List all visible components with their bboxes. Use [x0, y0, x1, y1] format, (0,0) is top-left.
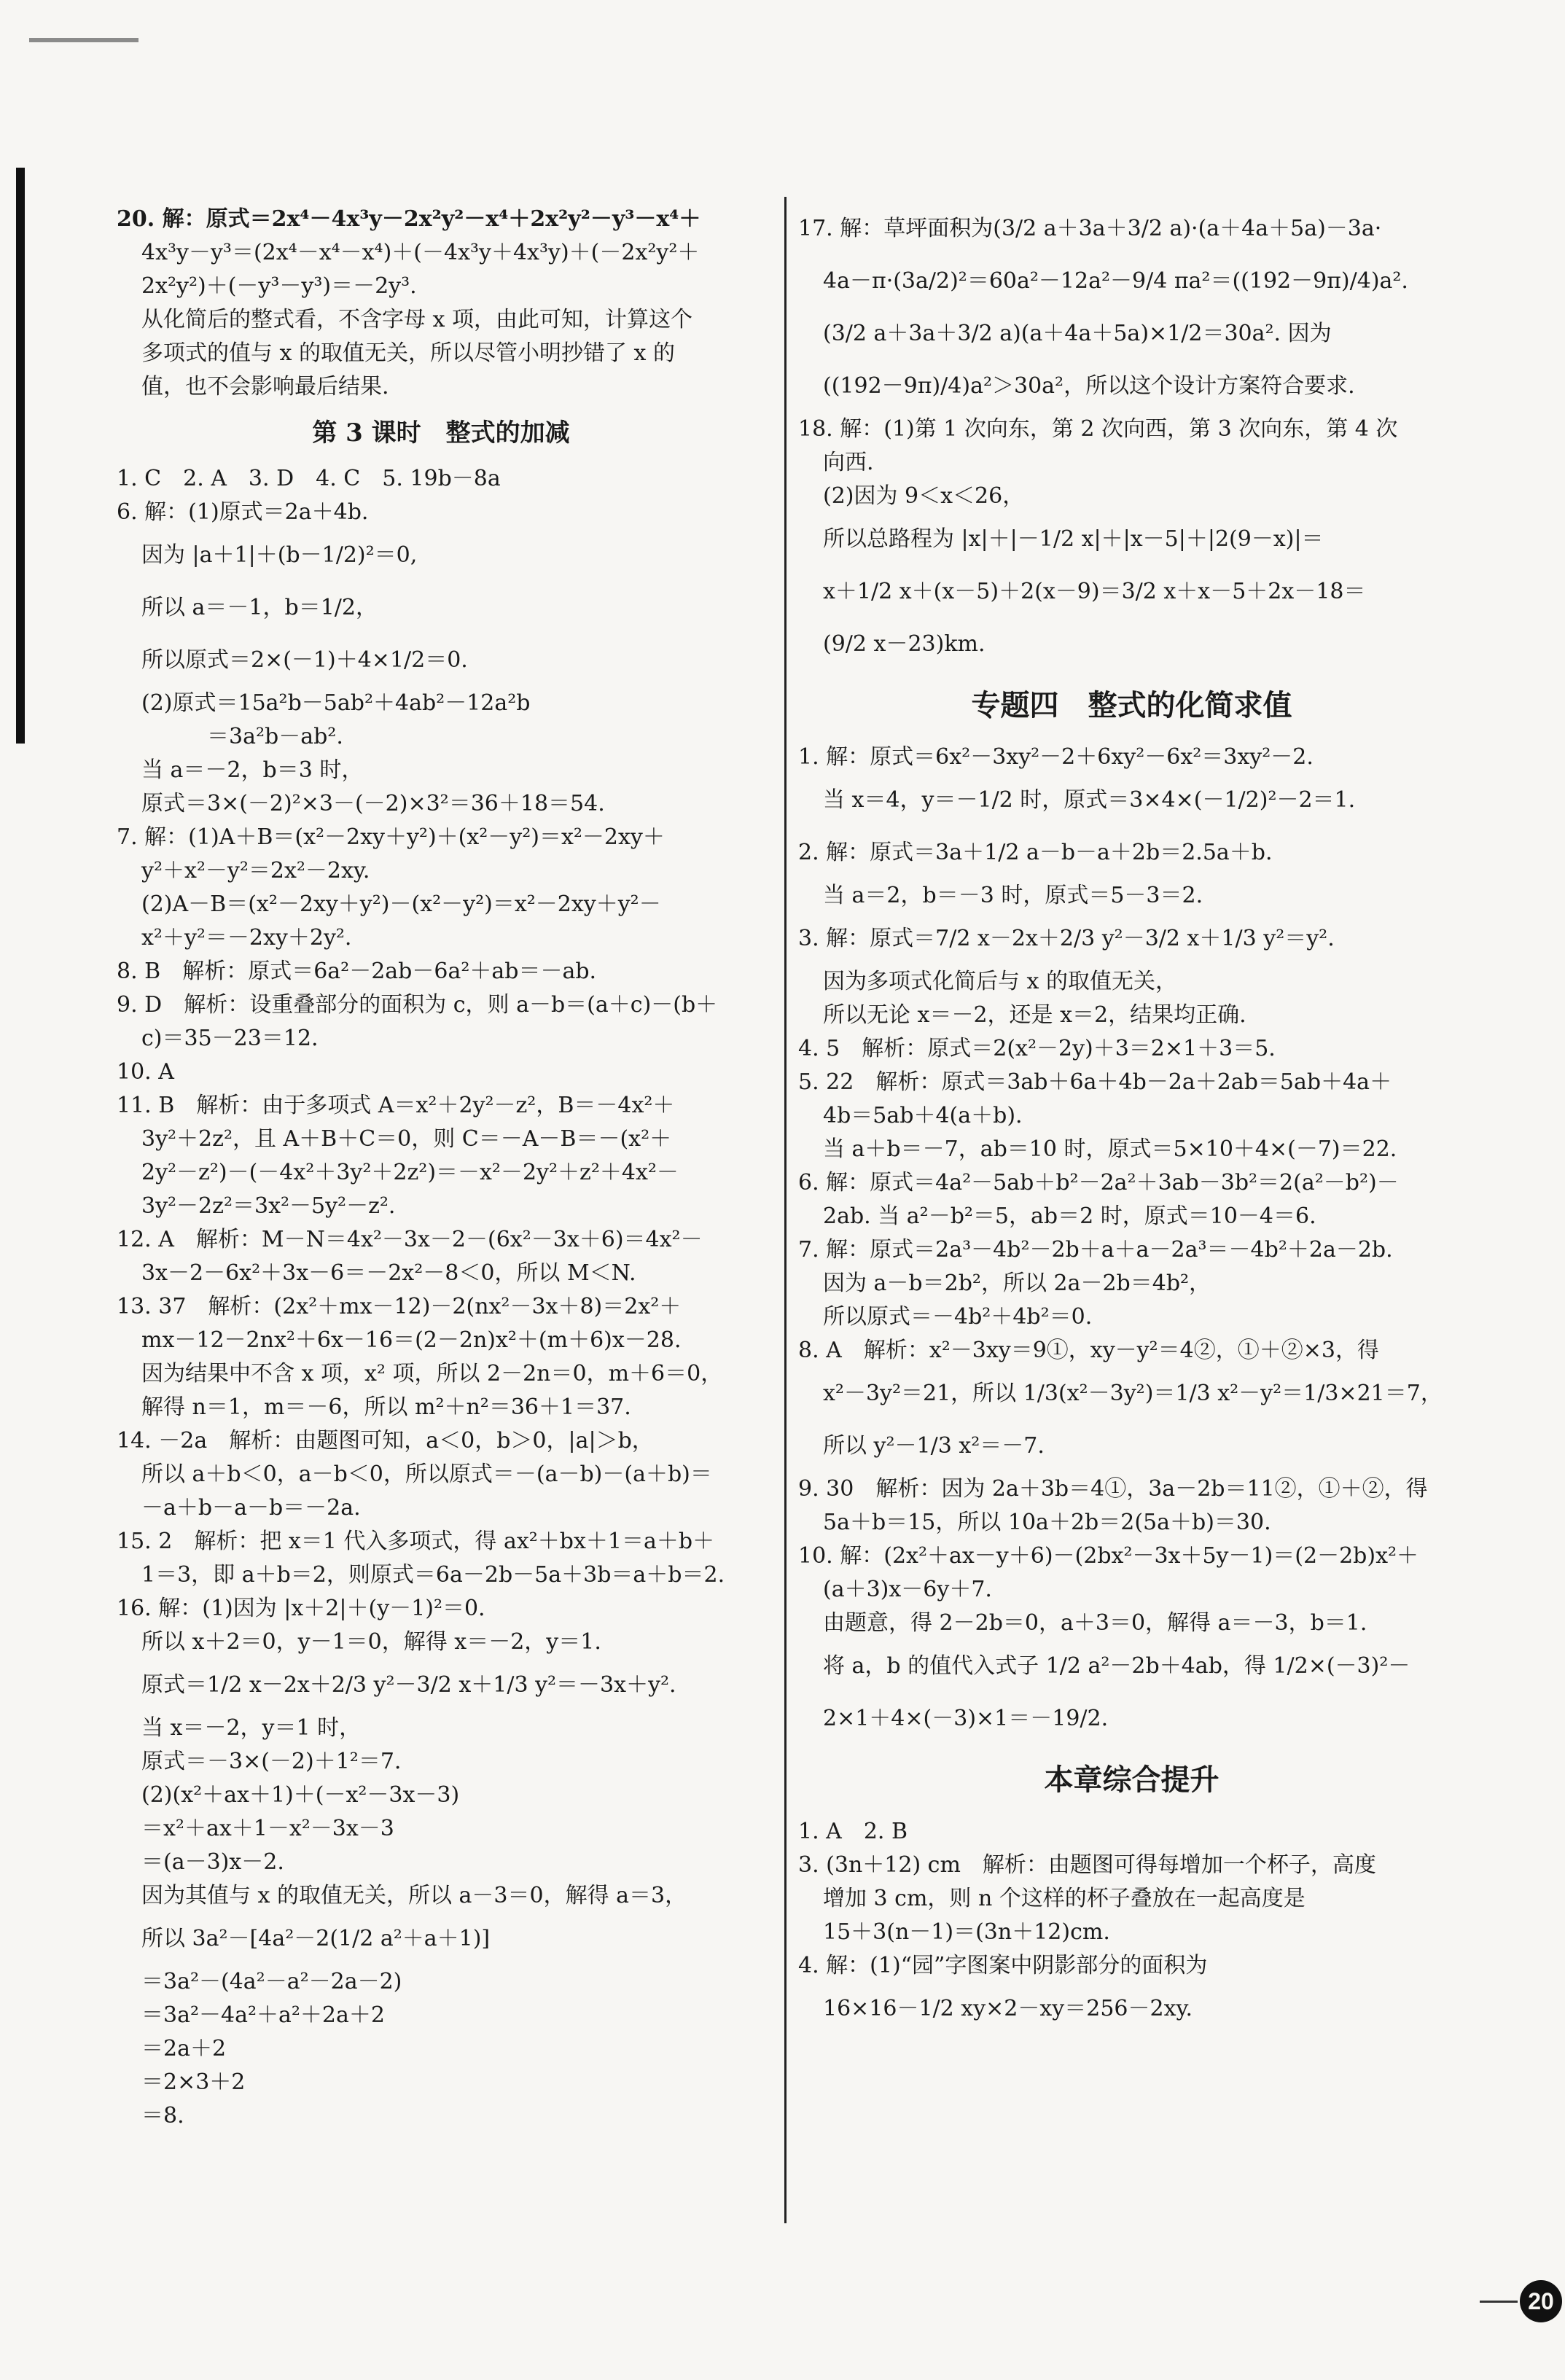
left-column-line: 1. C 2. A 3. D 4. C 5. 19b－8a [117, 466, 501, 491]
right-column-line: 因为多项式化简后与 x 的取值无关， [823, 969, 1177, 994]
right-column-line: 因为 a－b＝2b²，所以 2a－2b＝4b²， [823, 1271, 1211, 1296]
left-column-line: ＝3a²b－ab². [141, 724, 343, 749]
right-column-line: 2. 解：原式＝3a＋1/2 a－b－a＋2b＝2.5a＋b. [798, 840, 1273, 865]
right-column-line: 所以无论 x＝－2，还是 x＝2，结果均正确. [823, 1002, 1246, 1028]
left-column-line: 20. 解：原式＝2x⁴－4x³y－2x²y²－x⁴＋2x²y²－y³－x⁴＋ [117, 206, 701, 232]
left-column-line: 6. 解：(1)原式＝2a＋4b. [117, 499, 369, 525]
left-column-line: (2)(x²＋ax＋1)＋(－x²－3x－3) [141, 1782, 460, 1808]
left-column-line: 解得 n＝1，m＝－6，所以 m²＋n²＝36＋1＝37. [141, 1394, 631, 1420]
right-column-line: 4a－π·(3a/2)²＝60a²－12a²－9/4 πa²＝((192－9π)/4)a². [823, 268, 1408, 294]
left-column-line: 2y²－z²)－(－4x²＋3y²＋2z²)＝－x²－2y²＋z²＋4x²－ [141, 1160, 679, 1185]
left-column-line: 因为其值与 x 的取值无关，所以 a－3＝0，解得 a＝3， [141, 1883, 687, 1908]
right-column-line: 4. 5 解析：原式＝2(x²－2y)＋3＝2×1＋3＝5. [798, 1036, 1276, 1061]
left-column-line: 3y²－2z²＝3x²－5y²－z². [141, 1193, 396, 1219]
left-column-line: 所以 3a²－[4a²－2(1/2 a²＋a＋1)] [141, 1926, 491, 1951]
left-column-line: mx－12－2nx²＋6x－16＝(2－2n)x²＋(m＋6)x－28. [141, 1327, 682, 1353]
left-column-line: 4x³y－y³＝(2x⁴－x⁴－x⁴)＋(－4x³y＋4x³y)＋(－2x²y²＋ [141, 240, 700, 265]
left-column [117, 203, 765, 2133]
column-divider [784, 197, 787, 2223]
left-column-line: ＝x²＋ax＋1－x²－3x－3 [141, 1816, 394, 1841]
right-column-line: 所以 y²－1/3 x²＝－7. [823, 1433, 1045, 1459]
left-column-line: 所以 a＋b＜0，a－b＜0，所以原式＝－(a－b)－(a＋b)＝ [141, 1462, 712, 1487]
left-column-line: ＝(a－3)x－2. [141, 1849, 284, 1875]
page-number-dash [1480, 2301, 1518, 2303]
left-column-line: 3x－2－6x²＋3x－6＝－2x²－8＜0，所以 M＜N. [141, 1260, 636, 1286]
right-column-line: 8. A 解析：x²－3xy＝9①，xy－y²＝4②，①＋②×3，得 [798, 1338, 1379, 1363]
right-column [798, 203, 1465, 2035]
right-column-line: 1. A 2. B [798, 1819, 908, 1844]
right-column-line: 向西. [823, 450, 874, 475]
left-column-line: 因为 |a＋1|＋(b－1/2)²＝0, [141, 542, 418, 568]
left-column-line: (2)原式＝15a²b－5ab²＋4ab²－12a²b [141, 690, 531, 716]
right-column-line: x＋1/2 x＋(x－5)＋2(x－9)＝3/2 x＋x－5＋2x－18＝ [823, 579, 1366, 604]
right-column-line: 17. 解：草坪面积为(3/2 a＋3a＋3/2 a)·(a＋4a＋5a)－3a· [798, 216, 1382, 241]
right-column-line: 将 a，b 的值代入式子 1/2 a²－2b＋4ab，得 1/2×(－3)²－ [823, 1653, 1410, 1679]
left-column-line: 12. A 解析：M－N＝4x²－3x－2－(6x²－3x＋6)＝4x²－ [117, 1227, 703, 1252]
right-column-line: 3. 解：原式＝7/2 x－2x＋2/3 y²－3/2 x＋1/3 y²＝y². [798, 926, 1335, 951]
left-column-line: 原式＝－3×(－2)＋1²＝7. [141, 1749, 402, 1774]
right-column-line: 所以总路程为 |x|＋|－1/2 x|＋|x－5|＋|2(9－x)|＝ [823, 526, 1324, 552]
left-column-line: 15. 2 解析：把 x＝1 代入多项式，得 ax²＋bx＋1＝a＋b＋ [117, 1529, 715, 1554]
left-column-line: 2x²y²)＋(－y³－y³)＝－2y³. [141, 273, 417, 299]
left-column-line: 9. D 解析：设重叠部分的面积为 c，则 a－b＝(a＋c)－(b＋ [117, 992, 718, 1018]
left-column-line: 11. B 解析：由于多项式 A＝x²＋2y²－z²，B＝－4x²＋ [117, 1093, 675, 1118]
right-column-line: 2×1＋4×(－3)×1＝－19/2. [823, 1706, 1109, 1731]
left-column-line: 原式＝1/2 x－2x＋2/3 y²－3/2 x＋1/3 y²＝－3x＋y². [141, 1672, 676, 1698]
left-column-line: 当 x＝－2，y＝1 时， [141, 1715, 362, 1741]
left-column-line: 14. －2a 解析：由题图可知，a＜0，b＞0，|a|＞b， [117, 1428, 654, 1454]
right-column-line: 4b＝5ab＋4(a＋b). [823, 1103, 1023, 1128]
section-heading: 专题四 整式的化简求值 [971, 688, 1292, 722]
right-column-line: 当 a＋b＝－7，ab＝10 时，原式＝5×10＋4×(－7)＝22. [823, 1136, 1397, 1162]
left-column-line: ＝2×3＋2 [141, 2069, 246, 2095]
left-column-line: 8. B 解析：原式＝6a²－2ab－6a²＋ab＝－ab. [117, 959, 597, 984]
right-column-line: 由题意，得 2－2b＝0，a＋3＝0，解得 a＝－3，b＝1. [823, 1610, 1367, 1636]
right-column-line: 所以原式＝－4b²＋4b²＝0. [823, 1304, 1093, 1330]
left-column-line: 10. A [117, 1059, 174, 1085]
right-column-line: ((192－9π)/4)a²＞30a²，所以这个设计方案符合要求. [823, 373, 1355, 399]
left-margin-bar [16, 168, 25, 744]
left-column-line: y²＋x²－y²＝2x²－2xy. [141, 858, 370, 883]
right-column-line: 6. 解：原式＝4a²－5ab＋b²－2a²＋3ab－3b²＝2(a²－b²)－ [798, 1170, 1399, 1195]
left-column-line: 原式＝3×(－2)²×3－(－2)×3²＝36＋18＝54. [141, 791, 605, 816]
right-column-line: (9/2 x－23)km. [823, 631, 986, 657]
left-column-line: 值，也不会影响最后结果. [141, 374, 389, 399]
right-column-line: 4. 解：(1)“园”字图案中阴影部分的面积为 [798, 1953, 1208, 1978]
right-column-line: 9. 30 解析：因为 2a＋3b＝4①，3a－2b＝11②，①＋②，得 [798, 1476, 1428, 1502]
left-column-line: (2)A－B＝(x²－2xy＋y²)－(x²－y²)＝x²－2xy＋y²－ [141, 891, 661, 917]
right-column-line: 16×16－1/2 xy×2－xy＝256－2xy. [823, 1996, 1193, 2021]
right-column-line: (3/2 a＋3a＋3/2 a)(a＋4a＋5a)×1/2＝30a². 因为 [823, 321, 1332, 346]
right-column-line: 5a＋b＝15，所以 10a＋2b＝2(5a＋b)＝30. [823, 1510, 1271, 1535]
page-number: 20 [1520, 2280, 1562, 2322]
right-column-line: 3. (3n＋12) cm 解析：由题图可得每增加一个杯子，高度 [798, 1852, 1376, 1878]
right-column-line: 18. 解：(1)第 1 次向东，第 2 次向西，第 3 次向东，第 4 次 [798, 416, 1398, 442]
left-column-line: 从化简后的整式看，不含字母 x 项，由此可知，计算这个 [141, 307, 692, 332]
left-column-line: ＝3a²－4a²＋a²＋2a＋2 [141, 2002, 385, 2028]
left-column-line: 所以 a＝－1，b＝1/2， [141, 595, 378, 620]
right-column-line: 当 a＝2，b＝－3 时，原式＝5－3＝2. [823, 883, 1203, 908]
left-column-line: c)＝35－23＝12. [141, 1026, 319, 1051]
right-column-line: 7. 解：原式＝2a³－4b²－2b＋a＋a－2a³＝－4b²＋2a－2b. [798, 1237, 1393, 1263]
right-column-line: 增加 3 cm，则 n 个这样的杯子叠放在一起高度是 [823, 1886, 1306, 1911]
right-column-line: 5. 22 解析：原式＝3ab＋6a＋4b－2a＋2ab＝5ab＋4a＋ [798, 1069, 1392, 1095]
left-column-line: 多项式的值与 x 的取值无关，所以尽管小明抄错了 x 的 [141, 340, 675, 366]
left-column-line: ＝2a＋2 [141, 2036, 227, 2061]
left-column-line: 因为结果中不含 x 项，x² 项，所以 2－2n＝0，m＋6＝0， [141, 1361, 723, 1386]
left-column-line: 1＝3，即 a＋b＝2，则原式＝6a－2b－5a＋3b＝a＋b＝2. [141, 1562, 725, 1588]
left-column-line: 13. 37 解析：(2x²＋mx－12)－2(nx²－3x＋8)＝2x²＋ [117, 1294, 682, 1319]
section-heading: 本章综合提升 [1044, 1763, 1219, 1797]
top-corner-stripe [29, 38, 138, 42]
left-column-line: ＝3a²－(4a²－a²－2a－2) [141, 1969, 402, 1994]
right-column-line: (2)因为 9＜x＜26， [823, 483, 1025, 509]
left-column-line: 7. 解：(1)A＋B＝(x²－2xy＋y²)＋(x²－y²)＝x²－2xy＋ [117, 824, 665, 850]
left-column-line: 当 a＝－2，b＝3 时， [141, 757, 364, 783]
right-column-line: 1. 解：原式＝6x²－3xy²－2＋6xy²－6x²＝3xy²－2. [798, 744, 1314, 770]
right-column-line: (a＋3)x－6y＋7. [823, 1577, 992, 1602]
left-column-line: 所以原式＝2×(－1)＋4×1/2＝0. [141, 647, 468, 673]
section-heading: 第 3 课时 整式的加减 [312, 418, 570, 448]
left-column-line: ＝8. [141, 2103, 184, 2129]
left-column-line: －a＋b－a－b＝－2a. [141, 1495, 361, 1521]
right-column-line: 15＋3(n－1)＝(3n＋12)cm. [823, 1919, 1110, 1945]
right-column-line: 2ab. 当 a²－b²＝5，ab＝2 时，原式＝10－4＝6. [823, 1203, 1316, 1229]
left-column-line: 所以 x＋2＝0，y－1＝0，解得 x＝－2，y＝1. [141, 1629, 601, 1655]
right-column-line: 10. 解：(2x²＋ax－y＋6)－(2bx²－3x＋5y－1)＝(2－2b)x²＋ [798, 1543, 1419, 1569]
left-column-line: x²＋y²＝－2xy＋2y². [141, 925, 352, 951]
left-column-line: 3y²＋2z²，且 A＋B＋C＝0，则 C＝－A－B＝－(x²＋ [141, 1126, 672, 1152]
left-column-line: 16. 解：(1)因为 |x＋2|＋(y－1)²＝0. [117, 1596, 485, 1621]
right-column-line: x²－3y²＝21，所以 1/3(x²－3y²)＝1/3 x²－y²＝1/3×21＝7， [823, 1381, 1443, 1406]
right-column-line: 当 x＝4，y＝－1/2 时，原式＝3×4×(－1/2)²－2＝1. [823, 787, 1356, 813]
